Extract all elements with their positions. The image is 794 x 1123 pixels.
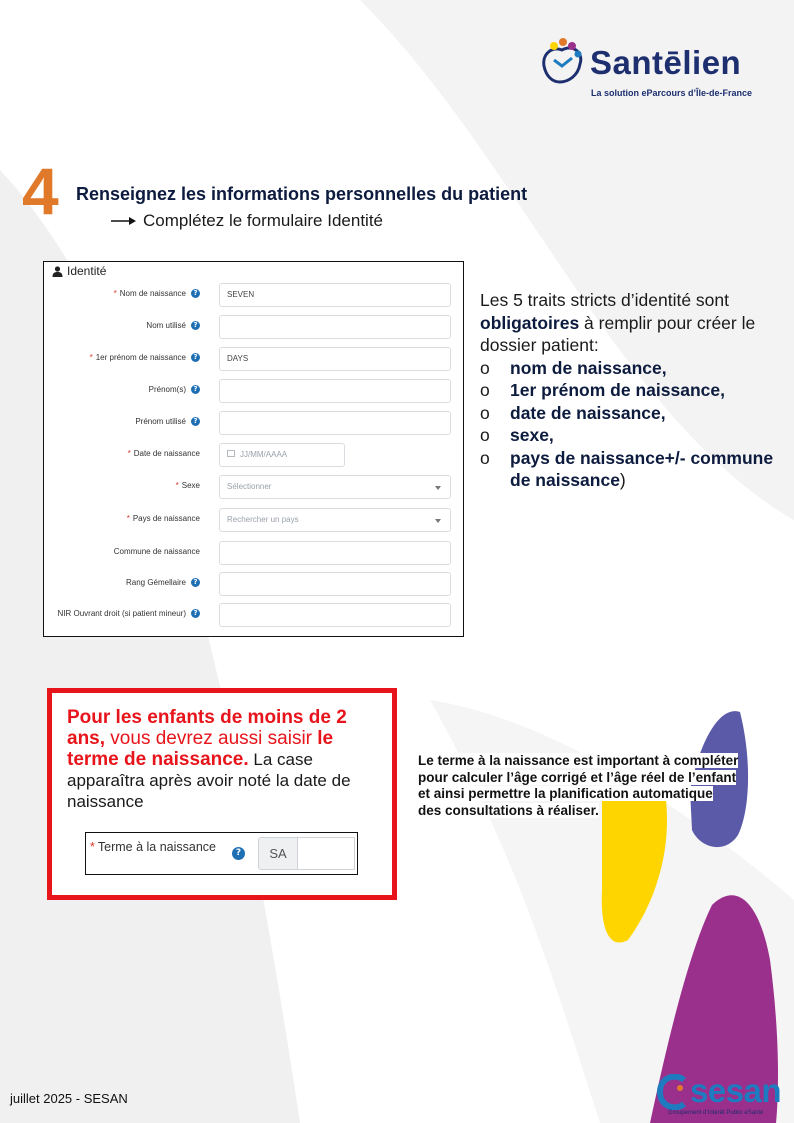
field-rang-gemellaire [44, 572, 465, 596]
field-label: Nom de naissance [119, 289, 186, 298]
step-number: 4 [22, 154, 59, 228]
rang-gemellaire-input[interactable] [219, 572, 451, 596]
field-label: Sexe [181, 481, 200, 490]
help-icon[interactable]: ? [191, 289, 200, 298]
logo-tagline: La solution eParcours d’Île-de-France [591, 88, 753, 98]
nom-naissance-input[interactable]: SEVEN [219, 283, 451, 307]
field-nir [44, 603, 465, 627]
nom-utilise-input[interactable] [219, 315, 451, 339]
list-item: o 1er prénom de naissance, [480, 379, 780, 402]
field-label: Prénom utilisé [135, 417, 186, 426]
step-subtitle-text: Complétez le formulaire Identité [143, 211, 384, 230]
sesan-logo-icon [656, 1074, 690, 1110]
prenoms-input[interactable] [219, 379, 451, 403]
field-label: NIR Ouvrant droit (si patient mineur) [57, 609, 186, 618]
field-sexe [44, 475, 465, 499]
required-marker: * [90, 840, 95, 854]
form-title: Identité [67, 264, 107, 278]
unit-addon: SA [258, 837, 298, 870]
terme-note: Le terme à la naissance est important à compléter pour calculer l’âge corrigé et l’âge réel de l’enfant et ainsi permettre la planification automatique des consultations à réaliser. [418, 753, 739, 818]
warning-text: Pour les enfants de moins de 2 ans, vous devrez aussi saisir le terme de naissance. La case apparaîtra après avoir noté la date de naissance [67, 707, 351, 811]
list-item: o sexe, [480, 424, 780, 447]
commune-naissance-input[interactable] [219, 541, 451, 565]
field-nom-utilise [44, 315, 465, 339]
info-intro: Les 5 traits stricts d’identité sont obligatoires à remplir pour créer le dossier patient: [480, 290, 756, 355]
list-item: o pays de naissance+/- commune de naissance) [480, 447, 780, 492]
help-icon[interactable]: ? [191, 321, 200, 330]
terme-field [85, 832, 358, 875]
santelien-logo [538, 38, 758, 102]
required-marker: * [175, 481, 179, 490]
terme-input[interactable] [298, 837, 355, 870]
field-label: Nom utilisé [146, 321, 186, 330]
sesan-logo [656, 1072, 794, 1120]
footer-date: juillet 2025 - SESAN [10, 1091, 128, 1106]
sesan-wordmark: sesan [690, 1072, 782, 1109]
logo-wordmark: Santēlien [590, 44, 742, 81]
select-placeholder: Sélectionner [227, 482, 272, 491]
nir-input[interactable] [219, 603, 451, 627]
list-item: o date de naissance, [480, 402, 780, 425]
field-label: Rang Gémellaire [125, 578, 186, 587]
field-date-naissance [44, 443, 465, 467]
premier-prenom-input[interactable]: DAYS [219, 347, 451, 371]
date-naissance-input[interactable] [219, 443, 345, 467]
pays-naissance-select[interactable] [219, 508, 451, 532]
select-placeholder: Rechercher un pays [227, 515, 299, 524]
required-marker: * [126, 514, 130, 523]
field-label: Prénom(s) [148, 385, 186, 394]
field-prenom-utilise [44, 411, 465, 435]
step-title: Renseignez les informations personnelles du patient [76, 184, 528, 204]
identity-form [43, 261, 464, 637]
traits-list [480, 357, 780, 492]
required-marker: * [89, 353, 93, 362]
help-icon[interactable]: ? [191, 417, 200, 426]
required-marker: * [113, 289, 117, 298]
identity-traits-info [480, 289, 780, 492]
santelien-logo-icon [538, 38, 588, 88]
help-icon[interactable]: ? [191, 609, 200, 618]
field-label: Pays de naissance [132, 514, 200, 523]
field-label: Commune de naissance [113, 547, 200, 556]
terme-label: Terme à la naissance [97, 840, 216, 854]
list-item: o nom de naissance, [480, 357, 780, 380]
sesan-tagline: Groupement d’Intérêt Public eSanté [668, 1110, 764, 1116]
form-header [52, 264, 106, 278]
field-pays-naissance [44, 508, 465, 532]
field-nom-naissance [44, 283, 465, 307]
user-icon [52, 266, 63, 277]
arrow-right-icon [111, 215, 137, 227]
date-placeholder: JJ/MM/AAAA [240, 450, 288, 459]
field-label: 1er prénom de naissance [95, 353, 186, 362]
sexe-select[interactable] [219, 475, 451, 499]
help-icon[interactable]: ? [191, 385, 200, 394]
prenom-utilise-input[interactable] [219, 411, 451, 435]
required-marker: * [127, 449, 131, 458]
help-icon[interactable]: ? [191, 353, 200, 362]
field-prenoms [44, 379, 465, 403]
chevron-down-icon [435, 486, 441, 490]
chevron-down-icon [435, 519, 441, 523]
field-premier-prenom [44, 347, 465, 371]
help-icon[interactable]: ? [191, 578, 200, 587]
help-icon[interactable]: ? [232, 847, 245, 860]
step-subtitle [111, 211, 383, 231]
warning-box [47, 688, 397, 900]
closing-paren: ) [619, 470, 626, 490]
field-label: Date de naissance [133, 449, 200, 458]
field-commune-naissance [44, 541, 465, 565]
calendar-icon [227, 450, 235, 457]
